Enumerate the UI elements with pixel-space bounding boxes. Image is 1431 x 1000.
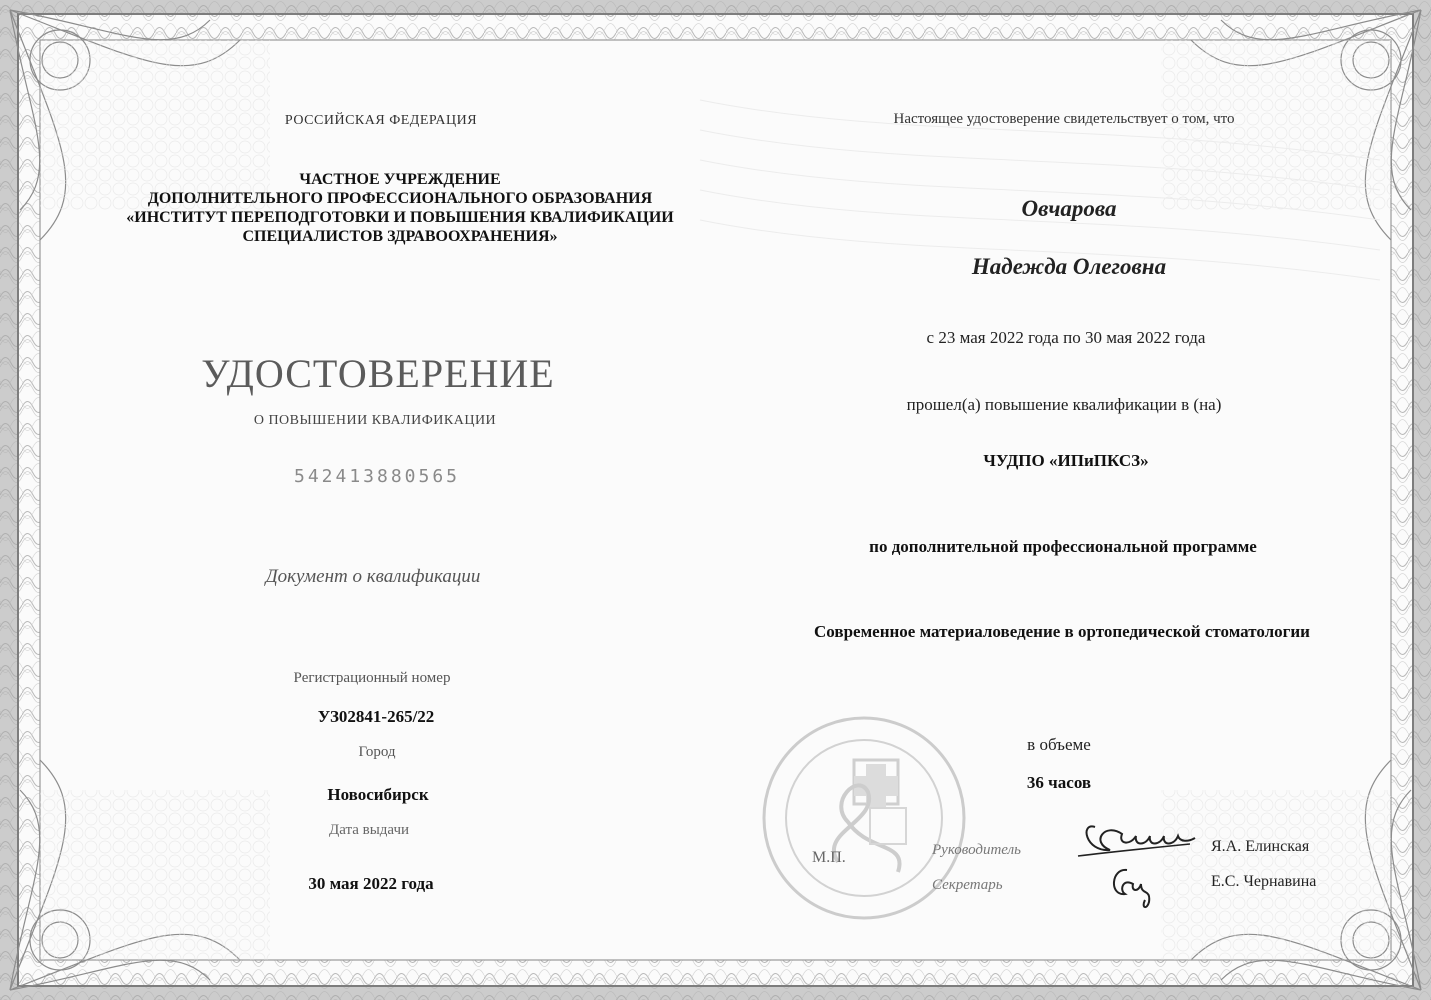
head-signature — [1070, 812, 1200, 862]
holder-given-names: Надежда Олеговна — [971, 254, 1167, 279]
document-subtitle: О ПОВЫШЕНИИ КВАЛИФИКАЦИИ — [253, 413, 497, 428]
completion-statement: прошел(а) повышение квалификации в (на) — [906, 395, 1222, 414]
organization-short-name: ЧУДПО «ИПиПКСЗ» — [983, 451, 1149, 470]
city-label: Город — [358, 744, 396, 760]
registration-number-value: УЗ02841-265/22 — [317, 707, 435, 726]
head-role-label: Руководитель — [932, 842, 1021, 858]
secretary-signature — [1105, 862, 1165, 912]
issue-date-value: 30 мая 2022 года — [308, 874, 434, 893]
head-name: Я.А. Елинская — [1211, 838, 1310, 855]
issue-date-label: Дата выдачи — [328, 822, 410, 838]
institution-line: ДОПОЛНИТЕЛЬНОГО ПРОФЕССИОНАЛЬНОГО ОБРАЗОВАНИЯ — [147, 190, 653, 207]
volume-value: 36 часов — [1026, 773, 1092, 792]
institution-line: СПЕЦИАЛИСТОВ ЗДРАВООХРАНЕНИЯ» — [242, 228, 558, 245]
institution-line: ЧАСТНОЕ УЧРЕЖДЕНИЕ — [299, 171, 501, 188]
document-kind: Документ о квалификации — [265, 566, 481, 587]
city-value: Новосибирск — [327, 785, 429, 804]
training-period: с 23 мая 2022 года по 30 мая 2022 года — [926, 328, 1206, 347]
institution-line: «ИНСТИТУТ ПЕРЕПОДГОТОВКИ И ПОВЫШЕНИЯ КВАЛИФИКАЦИИ — [126, 209, 674, 226]
volume-label: в объеме — [1027, 735, 1091, 754]
program-intro: по дополнительной профессиональной программе — [869, 537, 1257, 556]
secretary-name: Е.С. Чернавина — [1211, 873, 1317, 890]
institution-name — [126, 170, 673, 246]
country-heading: РОССИЙСКАЯ ФЕДЕРАЦИЯ — [284, 113, 478, 128]
document-serial-number: 542413880565 — [293, 466, 461, 487]
seal-place-label: М.П. — [812, 849, 846, 866]
certifies-intro: Настоящее удостоверение свидетельствует о том, что — [893, 111, 1235, 127]
secretary-role-label: Секретарь — [932, 877, 1003, 893]
holder-surname: Овчарова — [1021, 196, 1117, 221]
registration-number-label: Регистрационный номер — [293, 670, 451, 686]
document-title: УДОСТОВЕРЕНИЕ — [201, 351, 555, 396]
program-name: Современное материаловедение в ортопедической стоматологии — [814, 622, 1310, 641]
